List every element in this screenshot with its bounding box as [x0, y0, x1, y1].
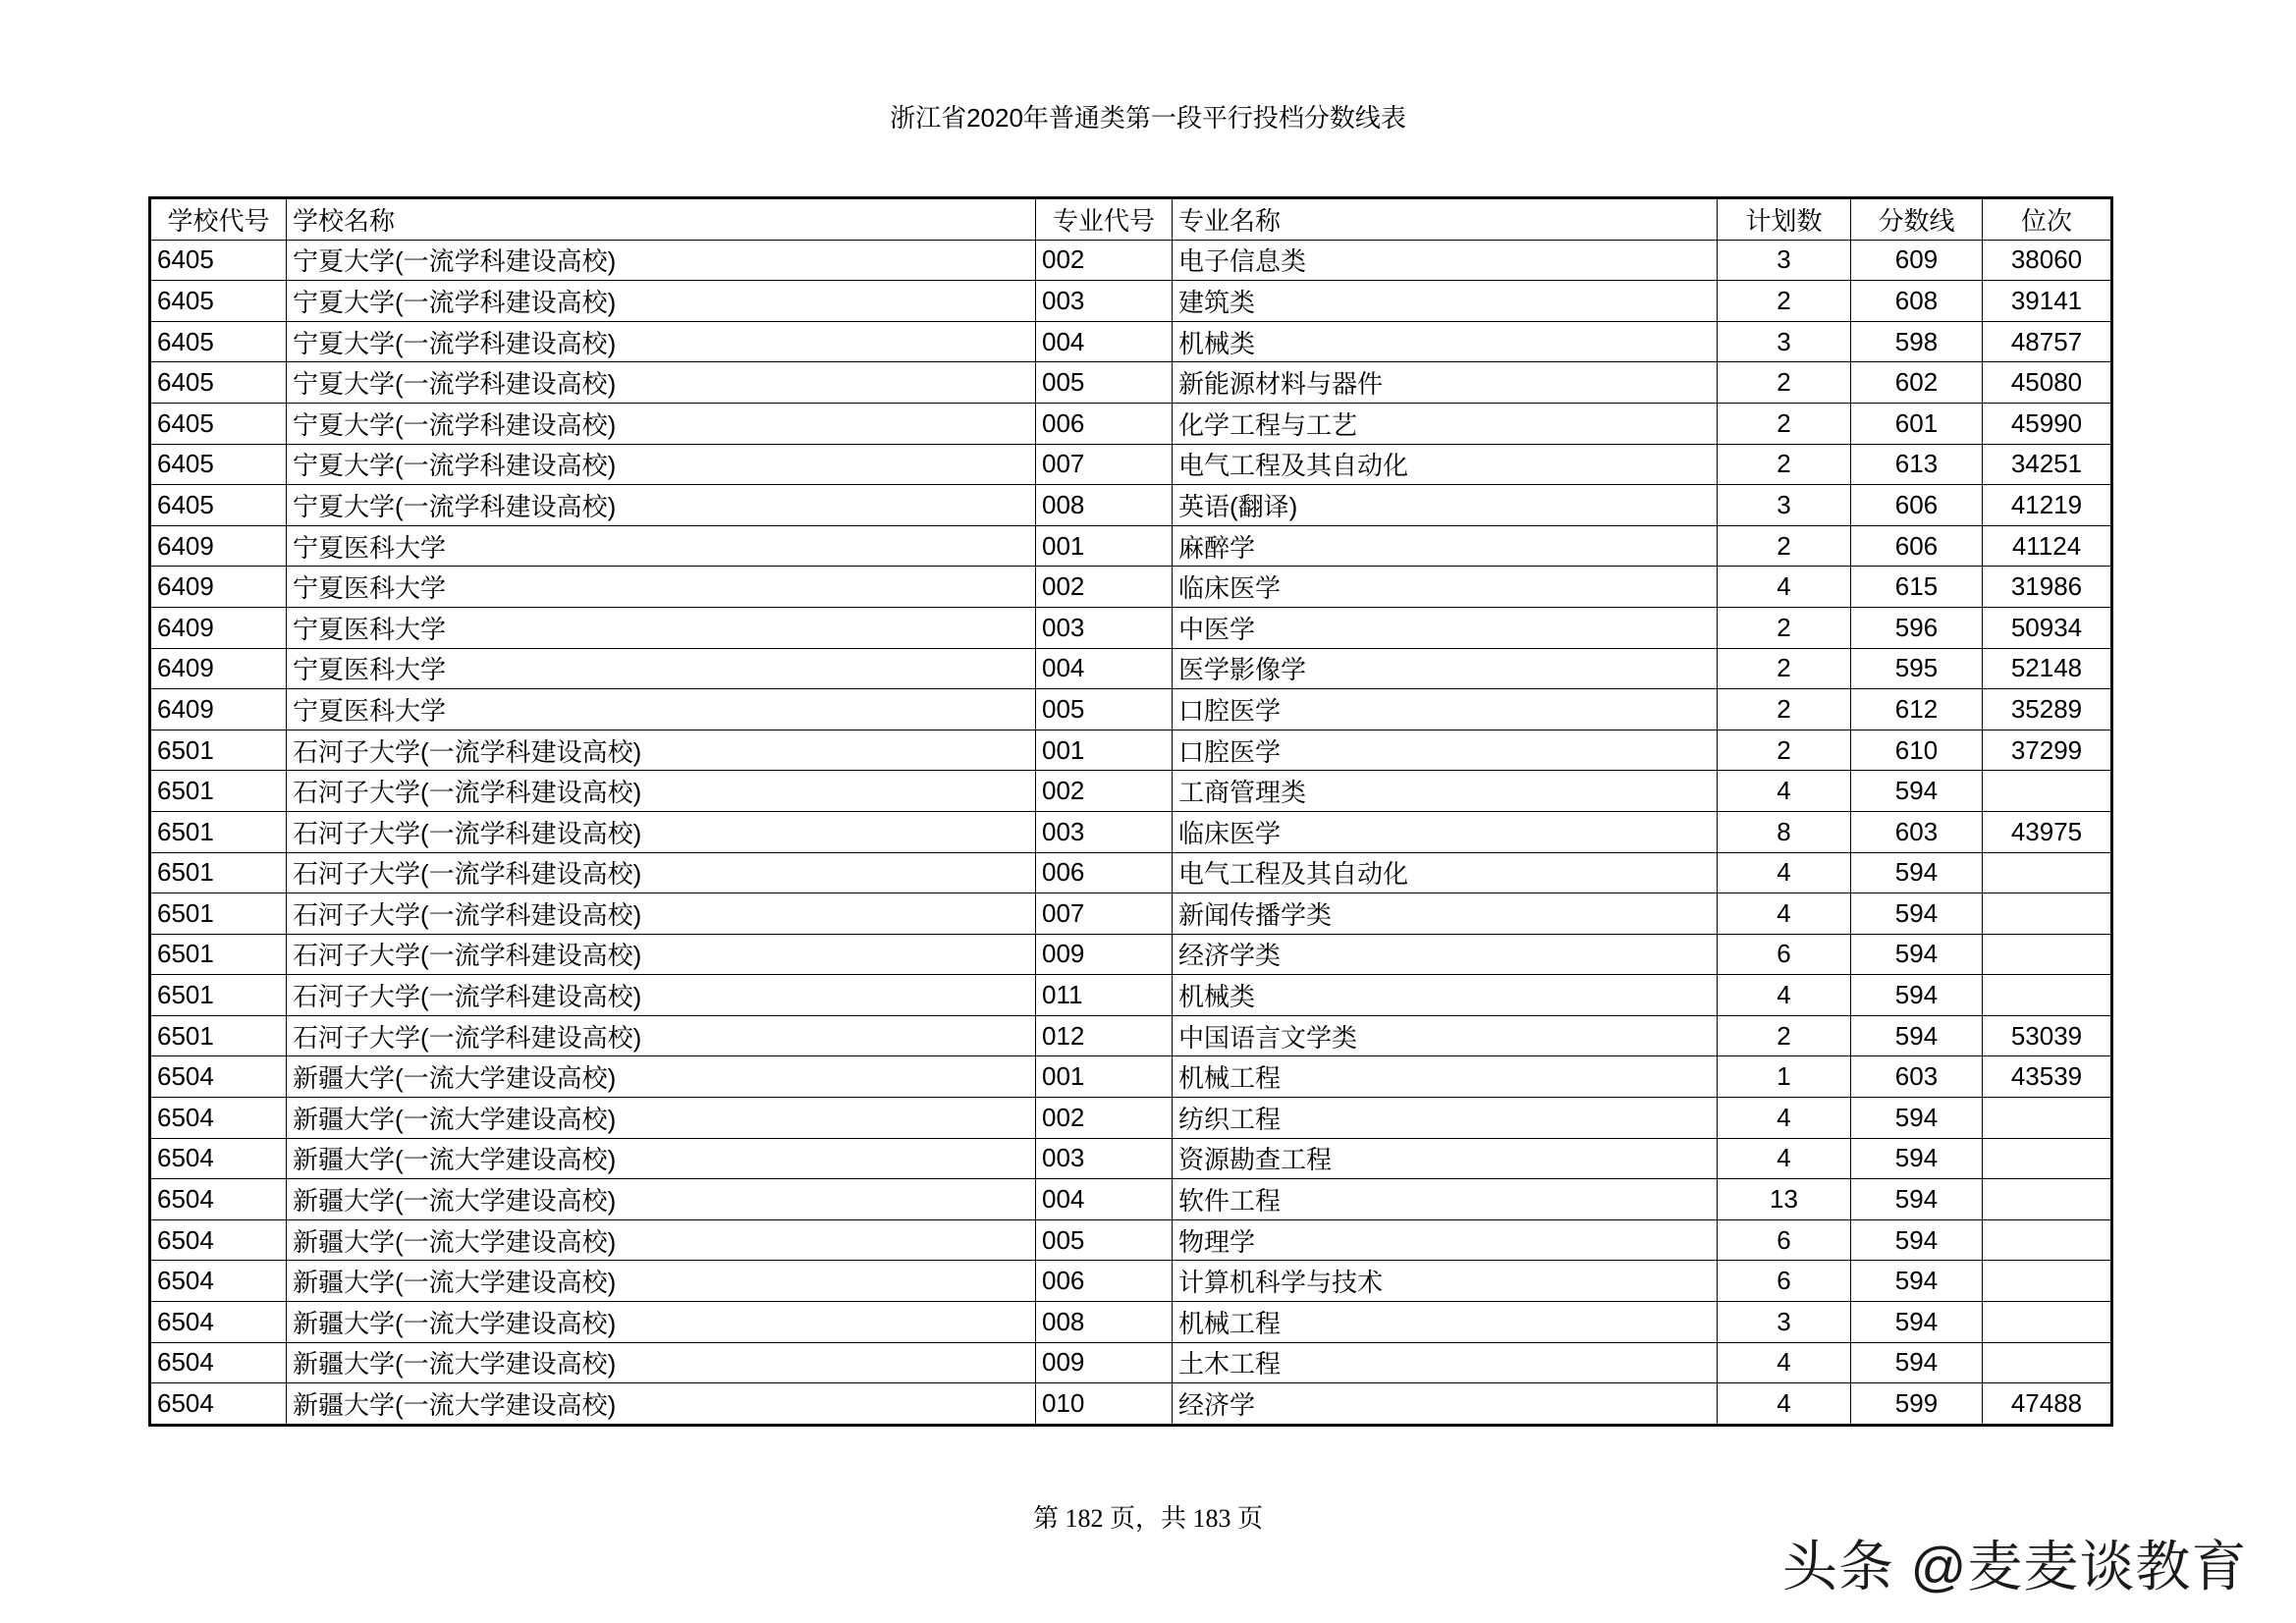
- score-line-cell: 594: [1851, 934, 1983, 975]
- school-name-cell: 宁夏大学(一流学科建设高校): [287, 281, 1036, 322]
- major-code-cell: 006: [1036, 1261, 1173, 1302]
- rank-cell: 37299: [1983, 730, 2112, 771]
- school-name-cell: 宁夏医科大学: [287, 525, 1036, 567]
- score-line-cell: 594: [1851, 1138, 1983, 1179]
- score-line-cell: 594: [1851, 1219, 1983, 1261]
- school-name-cell: 石河子大学(一流学科建设高校): [287, 771, 1036, 812]
- plan-count-cell: 2: [1718, 403, 1851, 444]
- school-name-cell: 石河子大学(一流学科建设高校): [287, 1015, 1036, 1056]
- major-name-cell: 机械类: [1173, 321, 1718, 362]
- table-row: [150, 362, 2112, 404]
- school-code-cell: 6405: [150, 403, 287, 444]
- table-row: [150, 1261, 2112, 1302]
- score-line-cell: 594: [1851, 1342, 1983, 1383]
- school-code-cell: 6501: [150, 730, 287, 771]
- major-name-cell: 电气工程及其自动化: [1173, 444, 1718, 485]
- major-code-cell: 006: [1036, 852, 1173, 893]
- rank-cell: [1983, 893, 2112, 935]
- major-name-cell: 口腔医学: [1173, 689, 1718, 730]
- plan-count-cell: 2: [1718, 730, 1851, 771]
- major-name-cell: 中医学: [1173, 607, 1718, 648]
- school-name-cell: 新疆大学(一流大学建设高校): [287, 1138, 1036, 1179]
- school-name-cell: 石河子大学(一流学科建设高校): [287, 893, 1036, 935]
- major-code-cell: 003: [1036, 811, 1173, 852]
- rank-cell: [1983, 771, 2112, 812]
- school-code-cell: 6409: [150, 607, 287, 648]
- score-line-cell: 613: [1851, 444, 1983, 485]
- table-row: [150, 525, 2112, 567]
- major-name-cell: 中国语言文学类: [1173, 1015, 1718, 1056]
- school-name-cell: 新疆大学(一流大学建设高校): [287, 1098, 1036, 1139]
- plan-count-cell: 4: [1718, 1383, 1851, 1426]
- major-name-cell: 新能源材料与器件: [1173, 362, 1718, 404]
- plan-count-cell: 4: [1718, 893, 1851, 935]
- table-row: [150, 648, 2112, 689]
- major-name-cell: 英语(翻译): [1173, 485, 1718, 526]
- plan-count-cell: 3: [1718, 321, 1851, 362]
- major-name-cell: 机械类: [1173, 975, 1718, 1016]
- score-line-cell: 608: [1851, 281, 1983, 322]
- header-rank: 位次: [1983, 198, 2112, 241]
- rank-cell: 38060: [1983, 240, 2112, 281]
- major-name-cell: 土木工程: [1173, 1342, 1718, 1383]
- major-name-cell: 麻醉学: [1173, 525, 1718, 567]
- watermark: 头条 @麦麦谈教育: [1782, 1536, 2248, 1597]
- major-code-cell: 005: [1036, 362, 1173, 404]
- major-name-cell: 纺织工程: [1173, 1098, 1718, 1139]
- plan-count-cell: 2: [1718, 648, 1851, 689]
- table-row: [150, 811, 2112, 852]
- school-name-cell: 宁夏大学(一流学科建设高校): [287, 321, 1036, 362]
- plan-count-cell: 2: [1718, 525, 1851, 567]
- plan-count-cell: 13: [1718, 1179, 1851, 1220]
- plan-count-cell: 2: [1718, 607, 1851, 648]
- rank-cell: 41124: [1983, 525, 2112, 567]
- header-school-name: 学校名称: [287, 198, 1036, 241]
- school-name-cell: 宁夏大学(一流学科建设高校): [287, 240, 1036, 281]
- major-code-cell: 002: [1036, 1098, 1173, 1139]
- header-plan-count: 计划数: [1718, 198, 1851, 241]
- major-code-cell: 002: [1036, 240, 1173, 281]
- school-name-cell: 石河子大学(一流学科建设高校): [287, 934, 1036, 975]
- table-row: [150, 567, 2112, 608]
- major-code-cell: 006: [1036, 403, 1173, 444]
- rank-cell: [1983, 975, 2112, 1016]
- school-name-cell: 新疆大学(一流大学建设高校): [287, 1179, 1036, 1220]
- major-name-cell: 经济学类: [1173, 934, 1718, 975]
- page-footer: 第 182 页，共 183 页: [1032, 1504, 1263, 1533]
- table-row: [150, 281, 2112, 322]
- table-row: [150, 1219, 2112, 1261]
- major-code-cell: 001: [1036, 730, 1173, 771]
- plan-count-cell: 2: [1718, 689, 1851, 730]
- major-code-cell: 002: [1036, 771, 1173, 812]
- major-name-cell: 机械工程: [1173, 1056, 1718, 1098]
- major-name-cell: 口腔医学: [1173, 730, 1718, 771]
- school-name-cell: 宁夏医科大学: [287, 567, 1036, 608]
- table-row: [150, 975, 2112, 1016]
- score-line-cell: 594: [1851, 1098, 1983, 1139]
- score-line-cell: 595: [1851, 648, 1983, 689]
- table-row: [150, 852, 2112, 893]
- header-score-line: 分数线: [1851, 198, 1983, 241]
- plan-count-cell: 2: [1718, 362, 1851, 404]
- score-table: [148, 196, 2113, 1427]
- rank-cell: [1983, 934, 2112, 975]
- major-name-cell: 临床医学: [1173, 811, 1718, 852]
- school-code-cell: 6409: [150, 567, 287, 608]
- school-code-cell: 6504: [150, 1302, 287, 1343]
- major-code-cell: 003: [1036, 281, 1173, 322]
- rank-cell: [1983, 1261, 2112, 1302]
- school-name-cell: 宁夏大学(一流学科建设高校): [287, 444, 1036, 485]
- school-code-cell: 6405: [150, 362, 287, 404]
- table-row: [150, 771, 2112, 812]
- school-code-cell: 6504: [150, 1261, 287, 1302]
- major-code-cell: 004: [1036, 1179, 1173, 1220]
- school-code-cell: 6504: [150, 1056, 287, 1098]
- table-row: [150, 730, 2112, 771]
- school-code-cell: 6409: [150, 525, 287, 567]
- school-code-cell: 6405: [150, 240, 287, 281]
- school-code-cell: 6409: [150, 689, 287, 730]
- rank-cell: [1983, 1179, 2112, 1220]
- rank-cell: 39141: [1983, 281, 2112, 322]
- rank-cell: [1983, 1219, 2112, 1261]
- rank-cell: 48757: [1983, 321, 2112, 362]
- major-name-cell: 医学影像学: [1173, 648, 1718, 689]
- score-line-cell: 615: [1851, 567, 1983, 608]
- score-line-cell: 602: [1851, 362, 1983, 404]
- table-row: [150, 321, 2112, 362]
- major-name-cell: 经济学: [1173, 1383, 1718, 1426]
- major-code-cell: 005: [1036, 689, 1173, 730]
- school-code-cell: 6501: [150, 893, 287, 935]
- rank-cell: 34251: [1983, 444, 2112, 485]
- major-code-cell: 002: [1036, 567, 1173, 608]
- major-code-cell: 003: [1036, 1138, 1173, 1179]
- school-code-cell: 6504: [150, 1098, 287, 1139]
- school-code-cell: 6405: [150, 444, 287, 485]
- major-code-cell: 007: [1036, 893, 1173, 935]
- plan-count-cell: 6: [1718, 1261, 1851, 1302]
- major-name-cell: 建筑类: [1173, 281, 1718, 322]
- score-line-cell: 594: [1851, 1261, 1983, 1302]
- rank-cell: 53039: [1983, 1015, 2112, 1056]
- plan-count-cell: 2: [1718, 1015, 1851, 1056]
- plan-count-cell: 8: [1718, 811, 1851, 852]
- school-name-cell: 石河子大学(一流学科建设高校): [287, 975, 1036, 1016]
- plan-count-cell: 4: [1718, 771, 1851, 812]
- rank-cell: [1983, 1302, 2112, 1343]
- table-row: [150, 240, 2112, 281]
- school-code-cell: 6405: [150, 321, 287, 362]
- major-code-cell: 001: [1036, 1056, 1173, 1098]
- school-code-cell: 6409: [150, 648, 287, 689]
- school-code-cell: 6501: [150, 771, 287, 812]
- score-line-cell: 594: [1851, 1302, 1983, 1343]
- plan-count-cell: 1: [1718, 1056, 1851, 1098]
- school-code-cell: 6501: [150, 934, 287, 975]
- plan-count-cell: 4: [1718, 567, 1851, 608]
- plan-count-cell: 4: [1718, 852, 1851, 893]
- table-row: [150, 403, 2112, 444]
- major-name-cell: 电气工程及其自动化: [1173, 852, 1718, 893]
- school-name-cell: 新疆大学(一流大学建设高校): [287, 1261, 1036, 1302]
- rank-cell: [1983, 1342, 2112, 1383]
- rank-cell: [1983, 1098, 2112, 1139]
- school-name-cell: 宁夏大学(一流学科建设高校): [287, 485, 1036, 526]
- major-code-cell: 004: [1036, 648, 1173, 689]
- score-line-cell: 594: [1851, 1015, 1983, 1056]
- score-line-cell: 606: [1851, 485, 1983, 526]
- school-name-cell: 新疆大学(一流大学建设高校): [287, 1056, 1036, 1098]
- school-code-cell: 6501: [150, 852, 287, 893]
- school-code-cell: 6501: [150, 975, 287, 1016]
- rank-cell: 43975: [1983, 811, 2112, 852]
- score-line-cell: 598: [1851, 321, 1983, 362]
- major-code-cell: 008: [1036, 1302, 1173, 1343]
- school-name-cell: 新疆大学(一流大学建设高校): [287, 1383, 1036, 1426]
- school-code-cell: 6504: [150, 1219, 287, 1261]
- table-row: [150, 485, 2112, 526]
- score-line-cell: 612: [1851, 689, 1983, 730]
- school-name-cell: 宁夏大学(一流学科建设高校): [287, 362, 1036, 404]
- major-name-cell: 化学工程与工艺: [1173, 403, 1718, 444]
- school-code-cell: 6405: [150, 281, 287, 322]
- score-line-cell: 599: [1851, 1383, 1983, 1426]
- score-line-cell: 603: [1851, 811, 1983, 852]
- table-body: [150, 240, 2112, 1425]
- major-name-cell: 临床医学: [1173, 567, 1718, 608]
- school-name-cell: 新疆大学(一流大学建设高校): [287, 1302, 1036, 1343]
- rank-cell: 52148: [1983, 648, 2112, 689]
- major-code-cell: 010: [1036, 1383, 1173, 1426]
- score-line-cell: 594: [1851, 852, 1983, 893]
- school-code-cell: 6504: [150, 1179, 287, 1220]
- table-row: [150, 689, 2112, 730]
- school-name-cell: 新疆大学(一流大学建设高校): [287, 1342, 1036, 1383]
- score-line-cell: 594: [1851, 1179, 1983, 1220]
- table-row: [150, 1015, 2112, 1056]
- major-code-cell: 007: [1036, 444, 1173, 485]
- major-name-cell: 物理学: [1173, 1219, 1718, 1261]
- table-row: [150, 1138, 2112, 1179]
- rank-cell: 45080: [1983, 362, 2112, 404]
- rank-cell: 31986: [1983, 567, 2112, 608]
- major-code-cell: 001: [1036, 525, 1173, 567]
- major-name-cell: 计算机科学与技术: [1173, 1261, 1718, 1302]
- school-name-cell: 石河子大学(一流学科建设高校): [287, 811, 1036, 852]
- school-name-cell: 宁夏医科大学: [287, 689, 1036, 730]
- header-major-code: 专业代号: [1036, 198, 1173, 241]
- major-code-cell: 008: [1036, 485, 1173, 526]
- plan-count-cell: 3: [1718, 1302, 1851, 1343]
- rank-cell: 41219: [1983, 485, 2112, 526]
- score-line-cell: 601: [1851, 403, 1983, 444]
- table-row: [150, 1056, 2112, 1098]
- score-line-cell: 610: [1851, 730, 1983, 771]
- plan-count-cell: 4: [1718, 975, 1851, 1016]
- rank-cell: 35289: [1983, 689, 2112, 730]
- table-row: [150, 1342, 2112, 1383]
- plan-count-cell: 4: [1718, 1098, 1851, 1139]
- major-code-cell: 009: [1036, 1342, 1173, 1383]
- table-row: [150, 934, 2112, 975]
- plan-count-cell: 3: [1718, 240, 1851, 281]
- score-line-cell: 594: [1851, 975, 1983, 1016]
- school-name-cell: 石河子大学(一流学科建设高校): [287, 852, 1036, 893]
- page-title: 浙江省2020年普通类第一段平行投档分数线表: [890, 103, 1406, 133]
- major-code-cell: 012: [1036, 1015, 1173, 1056]
- score-line-cell: 594: [1851, 893, 1983, 935]
- table-row: [150, 1179, 2112, 1220]
- score-line-cell: 606: [1851, 525, 1983, 567]
- school-code-cell: 6504: [150, 1383, 287, 1426]
- score-line-cell: 594: [1851, 771, 1983, 812]
- major-name-cell: 工商管理类: [1173, 771, 1718, 812]
- table-row: [150, 444, 2112, 485]
- header-school-code: 学校代号: [150, 198, 287, 241]
- rank-cell: 43539: [1983, 1056, 2112, 1098]
- rank-cell: 50934: [1983, 607, 2112, 648]
- school-name-cell: 石河子大学(一流学科建设高校): [287, 730, 1036, 771]
- rank-cell: 47488: [1983, 1383, 2112, 1426]
- major-name-cell: 新闻传播学类: [1173, 893, 1718, 935]
- plan-count-cell: 2: [1718, 281, 1851, 322]
- plan-count-cell: 2: [1718, 444, 1851, 485]
- table-row: [150, 1302, 2112, 1343]
- school-code-cell: 6405: [150, 485, 287, 526]
- table-header-row: [150, 198, 2112, 241]
- table-row: [150, 893, 2112, 935]
- school-code-cell: 6504: [150, 1138, 287, 1179]
- score-line-cell: 609: [1851, 240, 1983, 281]
- major-code-cell: 005: [1036, 1219, 1173, 1261]
- plan-count-cell: 4: [1718, 1138, 1851, 1179]
- major-name-cell: 机械工程: [1173, 1302, 1718, 1343]
- header-major-name: 专业名称: [1173, 198, 1718, 241]
- school-name-cell: 宁夏医科大学: [287, 648, 1036, 689]
- school-code-cell: 6504: [150, 1342, 287, 1383]
- major-code-cell: 003: [1036, 607, 1173, 648]
- rank-cell: 45990: [1983, 403, 2112, 444]
- school-name-cell: 新疆大学(一流大学建设高校): [287, 1219, 1036, 1261]
- major-code-cell: 004: [1036, 321, 1173, 362]
- score-line-cell: 603: [1851, 1056, 1983, 1098]
- plan-count-cell: 6: [1718, 1219, 1851, 1261]
- school-code-cell: 6501: [150, 811, 287, 852]
- school-code-cell: 6501: [150, 1015, 287, 1056]
- plan-count-cell: 4: [1718, 1342, 1851, 1383]
- school-name-cell: 宁夏医科大学: [287, 607, 1036, 648]
- plan-count-cell: 3: [1718, 485, 1851, 526]
- table-row: [150, 1098, 2112, 1139]
- major-name-cell: 电子信息类: [1173, 240, 1718, 281]
- plan-count-cell: 6: [1718, 934, 1851, 975]
- rank-cell: [1983, 1138, 2112, 1179]
- school-name-cell: 宁夏大学(一流学科建设高校): [287, 403, 1036, 444]
- major-name-cell: 资源勘查工程: [1173, 1138, 1718, 1179]
- score-line-cell: 596: [1851, 607, 1983, 648]
- rank-cell: [1983, 852, 2112, 893]
- table-row: [150, 1383, 2112, 1426]
- major-code-cell: 009: [1036, 934, 1173, 975]
- major-code-cell: 011: [1036, 975, 1173, 1016]
- table-row: [150, 607, 2112, 648]
- major-name-cell: 软件工程: [1173, 1179, 1718, 1220]
